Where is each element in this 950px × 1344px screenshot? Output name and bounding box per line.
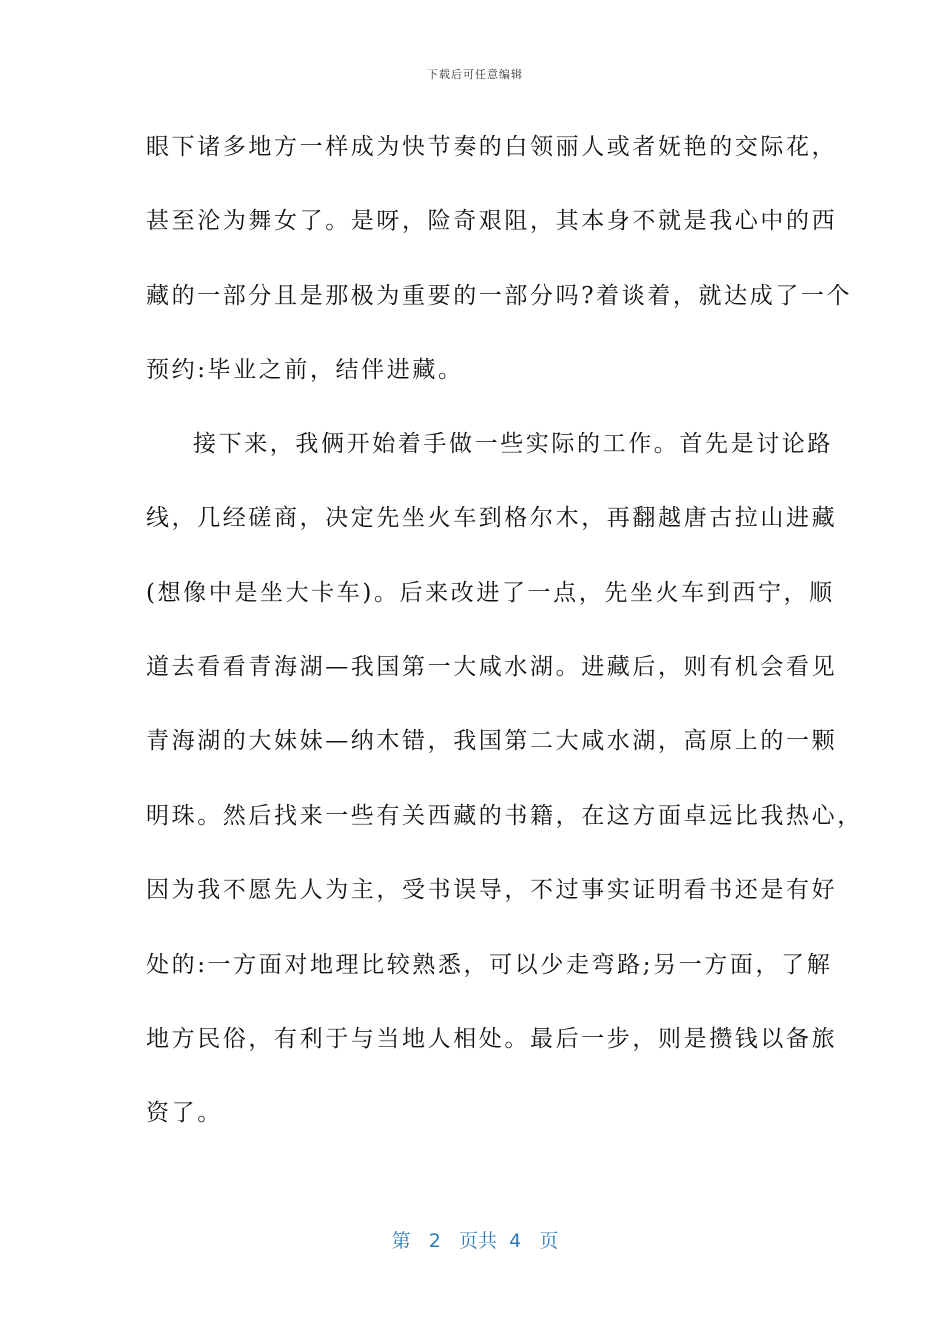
text-line: 甚至沦为舞女了。是呀，险奇艰阻，其本身不就是我心中的西 (146, 208, 838, 234)
text-line: 眼下诸多地方一样成为快节奏的白领丽人或者妩艳的交际花， (146, 134, 838, 160)
text-line: 处的:一方面对地理比较熟悉，可以少走弯路;另一方面，了解 (146, 952, 833, 978)
text-line: 藏的一部分且是那极为重要的一部分吗?着谈着，就达成了一个 (146, 283, 853, 309)
page-label-suffix: 页 (539, 1230, 559, 1252)
text-line: 地方民俗，有利于与当地人相处。最后一步，则是攒钱以备旅 (146, 1026, 838, 1052)
text-line: 预约:毕业之前，结伴进藏。 (146, 357, 464, 383)
text-line: 接下来，我俩开始着手做一些实际的工作。首先是讨论路 (193, 431, 833, 457)
total-pages-number: 4 (509, 1230, 522, 1252)
page-label-prefix: 第 (391, 1230, 411, 1252)
text-line: (想像中是坐大卡车)。后来改进了一点，先坐火车到西宁，顺 (146, 580, 835, 606)
header-note: 下载后可任意编辑 (427, 68, 523, 81)
text-line: 青海湖的大妹妹—纳木错，我国第二大咸水湖，高原上的一颗 (146, 728, 838, 754)
text-line: 道去看看青海湖—我国第一大咸水湖。进藏后，则有机会看见 (146, 654, 838, 680)
text-line: 资了。 (146, 1100, 223, 1126)
text-line: 明珠。然后找来一些有关西藏的书籍，在这方面卓远比我热心， (146, 803, 863, 829)
text-line: 线，几经磋商，决定先坐火车到格尔木，再翻越唐古拉山进藏 (146, 505, 838, 531)
current-page-number: 2 (428, 1230, 441, 1252)
text-line: 因为我不愿先人为主，受书误导，不过事实证明看书还是有好 (146, 877, 838, 903)
page-footer (0, 1226, 950, 1253)
page-label-mid: 页共 (459, 1230, 498, 1252)
